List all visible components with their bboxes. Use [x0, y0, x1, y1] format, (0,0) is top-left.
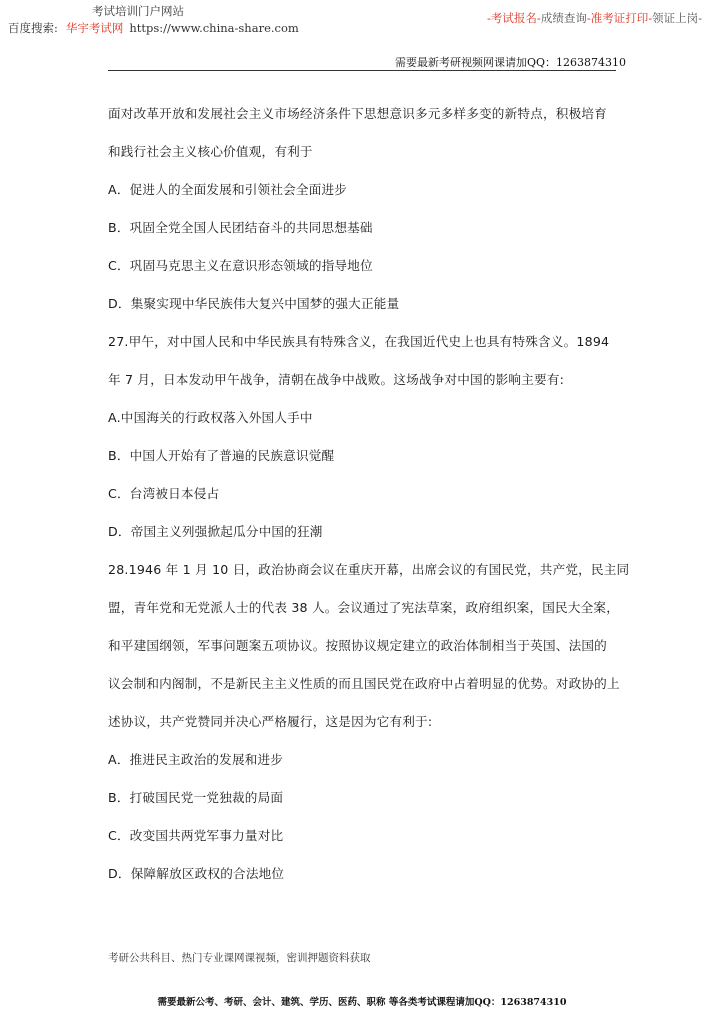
footer-note: 考研公共科目、热门专业课网课视频，密训押题资料获取: [108, 952, 371, 964]
option-line: C．改变国共两党军事力量对比: [108, 828, 284, 843]
header-links: [487, 10, 702, 26]
question-line: 28.1946 年 1 月 10 日，政治协商会议在重庆开幕，出席会议的有国民党，共产党，民主同: [108, 562, 630, 577]
brand-link[interactable]: 华宇考试网: [65, 21, 124, 35]
option-line: C．巩固马克思主义在意识形态领域的指导地位: [108, 258, 373, 273]
question-line: 议会制和内阁制，不是新民主主义性质的而且国民党在政府中占着明显的优势。对政协的上: [108, 676, 620, 691]
option-line: B．打破国民党一党独裁的局面: [108, 790, 284, 805]
certificate-link[interactable]: 领证上岗-: [652, 11, 702, 25]
admission-ticket-link[interactable]: -准考证打印-: [586, 11, 653, 25]
option-line: A.中国海关的行政权落入外国人手中: [108, 410, 313, 425]
option-line: C．台湾被日本侵占: [108, 486, 220, 501]
score-query-link[interactable]: 成绩查询: [540, 11, 587, 25]
question-line: 27.甲午，对中国人民和中华民族具有特殊含义，在我国近代史上也具有特殊含义。1894: [108, 334, 610, 349]
site-title: 考试培训门户网站: [92, 4, 184, 18]
option-line: A．推进民主政治的发展和进步: [108, 752, 284, 767]
site-url[interactable]: https://www.china-share.com: [129, 21, 299, 35]
contact-note: 需要最新考研视频网课请加QQ：1263874310: [395, 56, 627, 69]
option-line: A．促进人的全面发展和引领社会全面进步: [108, 182, 348, 197]
search-line: [8, 20, 299, 36]
option-line: D．保障解放区政权的合法地位: [108, 866, 285, 881]
option-line: D．帝国主义列强掀起瓜分中国的狂潮: [108, 524, 323, 539]
search-label: 百度搜索:: [8, 21, 58, 35]
option-line: B．巩固全党全国人民团结奋斗的共同思想基础: [108, 220, 373, 235]
text-line: 和践行社会主义核心价值观，有利于: [108, 144, 313, 159]
option-line: D．集聚实现中华民族伟大复兴中国梦的强大正能量: [108, 296, 400, 311]
question-line: 年 7 月，日本发动甲午战争，清朝在战争中战败。这场战争对中国的影响主要有:: [108, 372, 565, 387]
exam-registration-link[interactable]: -考试报名-: [487, 11, 541, 25]
text-line: 面对改革开放和发展社会主义市场经济条件下思想意识多元多样多变的新特点，积极培育: [108, 106, 607, 121]
question-line: 盟，青年党和无党派人士的代表 38 人。会议通过了宪法草案，政府组织案，国民大全案，: [108, 600, 619, 615]
question-line: 述协议，共产党赞同并决心严格履行，这是因为它有利于:: [108, 714, 433, 729]
question-line: 和平建国纲领，军事问题案五项协议。按照协议规定建立的政治体制相当于英国、法国的: [108, 638, 607, 653]
document-body: [108, 95, 630, 893]
footer-contact: 需要最新公考、考研、会计、建筑、学历、医药、职称 等各类考试课程请加QQ：1263874310: [157, 997, 567, 1008]
header-divider: [108, 70, 616, 71]
option-line: B．中国人开始有了普遍的民族意识觉醒: [108, 448, 335, 463]
